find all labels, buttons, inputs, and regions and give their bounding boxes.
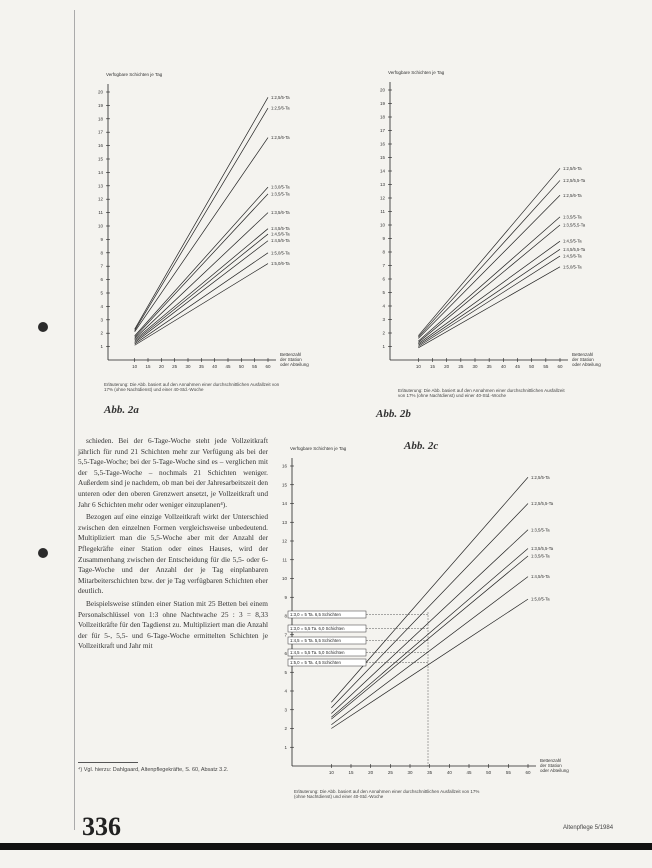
- y-tick-label: 14: [97, 169, 103, 175]
- series-line: [418, 195, 560, 338]
- y-tick-label: 16: [97, 143, 103, 149]
- y-tick-label: 3: [284, 707, 287, 713]
- chart-abb-2c: [282, 436, 612, 791]
- series-line: [418, 249, 560, 345]
- x-tick-label: 30: [472, 364, 478, 369]
- paragraph: schieden. Bei der 6-Tage-Woche steht jede Vollzeitkraft jährlich für rund 21 Schichten mehr zur Verfügung als bei der 5,5-Tage-Woche; bei der 5-Tage-Woche sind es – verglichen mit der 5,5-Tage-Woche – nochmals 21 Schichten weniger. Außerdem sind je nachdem, ob man bei der Jahresarbeitszeit den unteren oder den oberen Grenzwert ansetzt, je Vollzeitkraft und Jahr 6 Schichten mehr oder weniger einzuplanen⁴).: [78, 436, 268, 509]
- x-tick-label: 60: [265, 364, 271, 369]
- margin-rule: [74, 10, 75, 830]
- y-tick-label: 10: [281, 576, 287, 581]
- caption-abb-2a: Abb. 2a: [104, 404, 139, 416]
- x-axis-label: der Station: [280, 357, 302, 362]
- y-tick-label: 19: [379, 101, 385, 106]
- x-tick-label: 55: [505, 770, 511, 775]
- y-tick-label: 14: [281, 501, 287, 506]
- y-tick-label: 11: [282, 557, 287, 563]
- x-tick-label: 50: [238, 364, 244, 369]
- x-tick-label: 50: [486, 770, 492, 775]
- y-tick-label: 8: [284, 613, 287, 619]
- x-tick-label: 20: [158, 364, 164, 369]
- x-tick-label: 25: [387, 770, 393, 775]
- series-label: 1:2,5/5-Ta: [531, 474, 550, 480]
- reference-label: 1:4,5 = 5 Ta. 5,5 Schichten: [290, 638, 341, 643]
- chart-abb-2b-svg: [372, 68, 612, 388]
- x-tick-label: 40: [446, 770, 452, 775]
- y-tick-label: 12: [379, 195, 385, 201]
- y-tick-label: 16: [379, 141, 385, 147]
- series-label: 1:4,5/5,5-Ta: [563, 246, 586, 252]
- y-tick-label: 15: [379, 155, 385, 160]
- x-tick-label: 10: [132, 364, 138, 369]
- y-tick-label: 1: [100, 344, 103, 350]
- series-label: 1:5,0/5-Ta: [531, 596, 550, 602]
- page-number: 336: [82, 812, 121, 841]
- series-line: [135, 253, 268, 344]
- body-text: [78, 436, 268, 652]
- x-tick-label: 55: [252, 364, 258, 369]
- x-axis-label: oder Abteilung: [572, 362, 601, 367]
- y-tick-label: 8: [100, 250, 103, 256]
- series-label: 1:3,5/5-Ta: [271, 191, 290, 197]
- series-label: 1:5,0/6-Ta: [271, 261, 290, 267]
- reference-label: 1:3,0 = 5,5 Ta. 6,0 Schichten: [290, 626, 345, 631]
- series-label: 1:4,5/5-Ta: [271, 226, 290, 232]
- chart-abb-2a-svg: [86, 42, 326, 387]
- series-label: 1:3,5/6-Ta: [531, 553, 550, 559]
- y-tick-label: 4: [382, 303, 385, 309]
- y-tick-label: 13: [281, 519, 287, 525]
- y-tick-label: 5: [382, 290, 385, 295]
- paragraph: Beispielsweise stünden einer Station mit 25 Betten bei einem Personalschlüssel von 1:3 ohne Nachtwache 25 : 3 = 8,33 Vollzeitkräfte für den Tagdienst zu. Multipliziert man die Anzahl der für 5-, 5,5- und 6-Tage-Woche ermittelten Schichten je Vollzeitkraft und Jahr mit: [78, 598, 268, 651]
- x-tick-label: 15: [429, 364, 436, 369]
- x-axis-label: Bettenzahl: [572, 352, 594, 357]
- series-label: 1:3,5/5-Ta: [563, 214, 582, 220]
- reference-label: 1:4,5 = 5,5 Ta. 5,0 Schichten: [290, 650, 345, 655]
- series-label: 1:2,5/5-Ta: [563, 165, 582, 171]
- series-line: [331, 530, 528, 714]
- x-tick-label: 60: [525, 770, 531, 775]
- series-label: 1:2,5/5,5-Ta: [563, 177, 586, 183]
- y-tick-label: 5: [284, 669, 287, 675]
- y-tick-label: 13: [379, 182, 385, 187]
- x-axis-label: oder Abteilung: [540, 768, 569, 773]
- y-tick-label: 18: [97, 116, 103, 122]
- x-axis-label: der Station: [572, 357, 594, 362]
- chart-abb-2c-svg: [282, 436, 612, 791]
- bottom-bar: [0, 843, 652, 850]
- y-tick-label: 18: [379, 114, 385, 120]
- series-label: 1:3,5/6-Ta: [271, 210, 290, 216]
- y-tick-label: 9: [284, 594, 287, 600]
- series-line: [418, 168, 560, 335]
- chart-abb-2b: [372, 68, 612, 388]
- y-tick-label: 15: [97, 156, 103, 162]
- x-tick-label: 30: [185, 364, 191, 369]
- series-line: [135, 108, 268, 330]
- y-tick-label: 16: [281, 463, 287, 469]
- series-label: 1:4,5/6-Ta: [271, 231, 290, 237]
- chart-abb-2b-source: Erläuterung: Die Abb. basiert auf den Annahmen einer durchschnittlichen Ausfallzeit von 17% (ohne Nachtdienst) und einer 40-Std.-Woche: [398, 388, 565, 398]
- y-tick-label: 4: [284, 688, 287, 694]
- series-line: [135, 194, 268, 337]
- series-label: 1:3,0/5-Ta: [271, 184, 290, 190]
- y-tick-label: 2: [284, 726, 287, 731]
- y-tick-label: 6: [284, 651, 287, 656]
- series-label: 1:3,5/5,5-Ta: [563, 222, 586, 228]
- y-tick-label: 2: [100, 330, 103, 336]
- series-label: 1:3,5/5-Ta: [531, 527, 550, 533]
- footnote: ⁴) Vgl. hierzu: Dahlgaard, Altenpflegekräfte, S. 60, Absatz 3.2.: [78, 767, 229, 773]
- y-tick-label: 9: [382, 236, 385, 241]
- y-tick-label: 2: [382, 330, 385, 336]
- y-tick-label: 3: [382, 317, 385, 322]
- y-tick-label: 9: [100, 236, 103, 242]
- series-label: 1:4,5/5-Ta: [563, 238, 582, 244]
- x-tick-label: 45: [514, 364, 521, 369]
- y-tick-label: 6: [100, 277, 103, 283]
- reference-label: 1:5,0 = 5 Ta. 4,5 Schichten: [290, 660, 341, 665]
- x-tick-label: 45: [225, 364, 231, 369]
- y-tick-label: 12: [97, 196, 103, 202]
- y-tick-label: 14: [379, 168, 385, 174]
- x-axis-label: Bettenzahl: [280, 352, 302, 357]
- series-line: [135, 138, 268, 332]
- series-label: 1:2,5/6-Ta: [271, 135, 290, 141]
- chart-abb-2a-source: Erläuterung: Die Abb. basiert auf den Annahmen einer durchschnittlichen Ausfallzeit von 17% (ohne Nachtdienst) und einer 40-Std.-Woche: [104, 382, 280, 392]
- series-line: [331, 504, 528, 708]
- y-tick-label: 11: [380, 209, 385, 214]
- y-tick-label: 1: [284, 744, 287, 750]
- y-tick-label: 7: [382, 263, 385, 268]
- series-label: 1:5,0/5-Ta: [563, 264, 582, 270]
- x-tick-label: 10: [328, 770, 334, 775]
- y-tick-label: 15: [281, 482, 287, 488]
- series-line: [331, 549, 528, 718]
- x-tick-label: 30: [407, 770, 413, 775]
- y-tick-label: 17: [97, 129, 103, 135]
- series-line: [135, 241, 268, 343]
- x-tick-label: 55: [543, 364, 549, 369]
- x-tick-label: 15: [348, 770, 354, 775]
- caption-abb-2c: Abb. 2c: [404, 440, 439, 452]
- y-tick-label: 19: [97, 102, 103, 108]
- x-tick-label: 35: [486, 364, 492, 369]
- y-axis-label: Verfügbare Schichten je Tag: [388, 70, 445, 75]
- paragraph: Bezogen auf eine einzige Vollzeitkraft wirkt der Unterschied zwischen den einzelnen Formen vergleichsweise unbedeutend. Multipliziert man die 5,5-Woche aber mit der Anzahl der Pflegekräfte einer Station oder eines Hauses, wird der Zusammenhang zwischen der Entscheidung für die 5,5- oder 6-Tage-Woche und der Anzahl der je Tag einplanbaren Mitarbeiterschichten bzw. der je Tag verfügbaren Schichten eher deutlich.: [78, 512, 268, 596]
- running-footer: Altenpflege 5/1984: [563, 825, 614, 831]
- x-tick-label: 60: [557, 364, 563, 369]
- x-axis-label: Bettenzahl: [540, 758, 562, 763]
- series-label: 1:2,5/5-Ta: [271, 94, 290, 100]
- series-line: [418, 180, 560, 337]
- series-line: [135, 229, 268, 340]
- series-label: 1:5,0/5-Ta: [271, 250, 290, 256]
- y-tick-label: 5: [100, 290, 103, 296]
- y-tick-label: 20: [97, 89, 103, 95]
- y-tick-label: 4: [100, 303, 103, 309]
- y-tick-label: 3: [100, 317, 103, 323]
- chart-abb-2c-source: Erläuterung: Die Abb. basiert auf den Annahmen einer durchschnittlichen Ausfallzeit von 17% (ohne Nachtdienst) und einer 40-Std.-Woche: [294, 789, 480, 799]
- x-tick-label: 40: [500, 364, 506, 369]
- y-axis-label: Verfügbare Schichten je Tag: [106, 72, 163, 77]
- series-label: 1:4,5/5-Ta: [271, 238, 290, 244]
- x-tick-label: 45: [466, 770, 472, 775]
- y-tick-label: 7: [284, 632, 287, 638]
- x-tick-label: 40: [212, 364, 218, 369]
- series-label: 1:3,5/5,5-Ta: [531, 546, 554, 551]
- series-label: 1:4,5/5-Ta: [531, 574, 550, 580]
- y-tick-label: 13: [97, 183, 103, 189]
- series-line: [135, 97, 268, 329]
- y-tick-label: 1: [382, 344, 385, 349]
- x-tick-label: 25: [458, 364, 464, 369]
- x-axis-label: der Station: [540, 763, 562, 768]
- series-line: [135, 234, 268, 341]
- series-line: [331, 477, 528, 702]
- punch-hole: [38, 548, 48, 558]
- y-tick-label: 12: [281, 538, 287, 544]
- series-label: 1:2,5/6-Ta: [563, 192, 582, 198]
- series-line: [418, 256, 560, 346]
- series-line: [418, 225, 560, 342]
- y-tick-label: 20: [379, 87, 385, 93]
- y-tick-label: 17: [379, 128, 385, 133]
- y-tick-label: 7: [100, 263, 103, 269]
- x-tick-label: 20: [444, 364, 450, 369]
- series-label: 1:2,5/6-Ta: [271, 105, 290, 111]
- reference-label: 1:3,0 = 5 Ta. 6,5 Schichten: [290, 612, 341, 617]
- punch-hole: [38, 322, 48, 332]
- series-label: 1:2,5/5,5-Ta: [531, 501, 554, 506]
- y-tick-label: 10: [97, 223, 103, 229]
- y-tick-label: 8: [382, 249, 385, 255]
- x-tick-label: 25: [172, 364, 178, 369]
- series-line: [135, 187, 268, 336]
- x-tick-label: 35: [198, 364, 204, 369]
- y-tick-label: 11: [98, 210, 103, 216]
- y-axis-label: Verfügbare Schichten je Tag: [290, 446, 347, 451]
- series-label: 1:4,5/6-Ta: [563, 253, 582, 259]
- x-axis-label: oder Abteilung: [280, 362, 309, 367]
- footnote-rule: [78, 762, 138, 763]
- y-tick-label: 10: [379, 222, 385, 228]
- x-tick-label: 35: [427, 770, 433, 775]
- caption-abb-2b: Abb. 2b: [376, 408, 411, 420]
- x-tick-label: 10: [415, 364, 421, 369]
- x-tick-label: 15: [145, 364, 151, 369]
- x-tick-label: 50: [529, 364, 535, 369]
- chart-abb-2a: [86, 42, 326, 387]
- series-line: [418, 241, 560, 344]
- y-tick-label: 6: [382, 276, 385, 282]
- x-tick-label: 20: [368, 770, 374, 775]
